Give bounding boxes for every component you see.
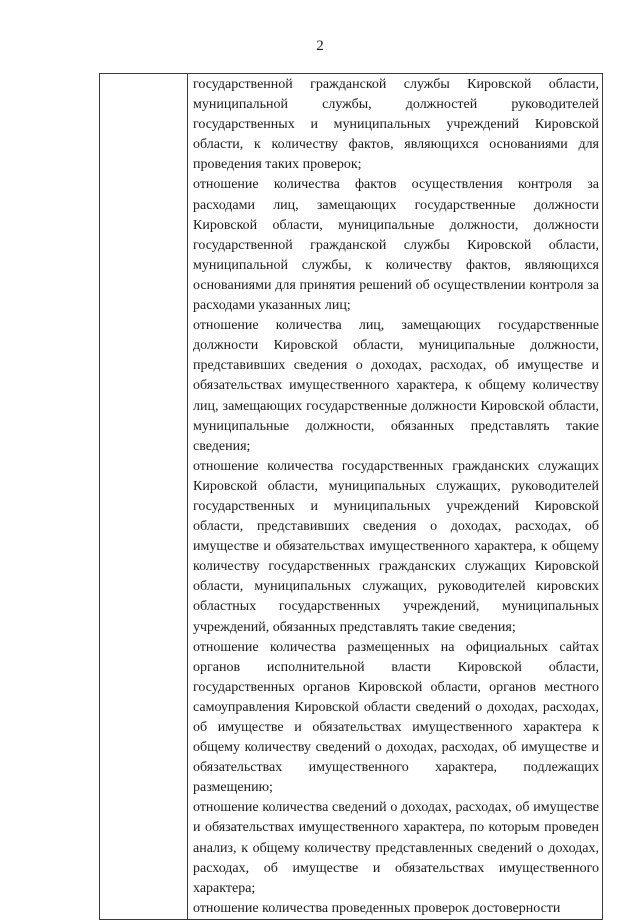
indicator-paragraph: отношение количества фактов осуществления контроля за расходами лиц, замещающих государственные должности Кировской области, муниципальные должности, должности государственной гражданской службы Кировской области, муниципальной службы, к количеству фактов, являющихся основаниями для принятия решений об осуществлении контроля за расходами указанных лиц; xyxy=(193,177,599,314)
indicator-paragraph: отношение количества сведений о доходах, расходах, об имуществе и обязательствах имущественного характера, по которым проведен анализ, к общему количеству представленных сведений о доходах, расходах, об имуществе и обязательствах имущественного характера; xyxy=(193,800,599,896)
indicator-paragraph: отношение количества размещенных на официальных сайтах органов исполнительной власти Кировской области, государственных органов Кировской области, органов местного самоуправления Кировской области сведений о доходах, расходах, об имуществе и обязательствах имущественного характера к общему количеству сведений о доходах, расходах, об имуществе и обязательствах имущественного характера, подлежащих размещению; xyxy=(193,639,599,796)
indicator-paragraph: отношение количества лиц, замещающих государственные должности Кировской области, муниципальные должности, представивших сведения о доходах, расходах, об имуществе и обязательствах имущественного характера, к общему количеству лиц, замещающих государственные должности Кировской области, муниципальные должности, обязанных представлять такие сведения; xyxy=(193,318,599,454)
indicators-text-cell xyxy=(188,74,603,920)
left-empty-cell xyxy=(100,74,188,920)
indicator-paragraph: государственной гражданской службы Кировской области, муниципальной службы, должностей руководителей государственных и муниципальных учреждений Кировской области, к количеству фактов, являющихся основаниями для проведения таких проверок; xyxy=(193,77,599,173)
page-number: 2 xyxy=(316,38,324,54)
indicator-paragraph: отношение количества проведенных проверок достоверности xyxy=(193,900,561,916)
indicators-table xyxy=(99,73,603,920)
table-row xyxy=(100,74,603,920)
indicator-paragraph: отношение количества государственных гражданских служащих Кировской области, муниципальных служащих, руководителей государственных и муниципальных учреждений Кировской области, представивших сведения о доходах, расходах, об имуществе и обязательствах имущественного характера, к общему количеству государственных гражданских служащих Кировской области, муниципальных служащих, руководителей кировских областных государственных учреждений, муниципальных учреждений, обязанных представлять такие сведения; xyxy=(193,458,599,635)
